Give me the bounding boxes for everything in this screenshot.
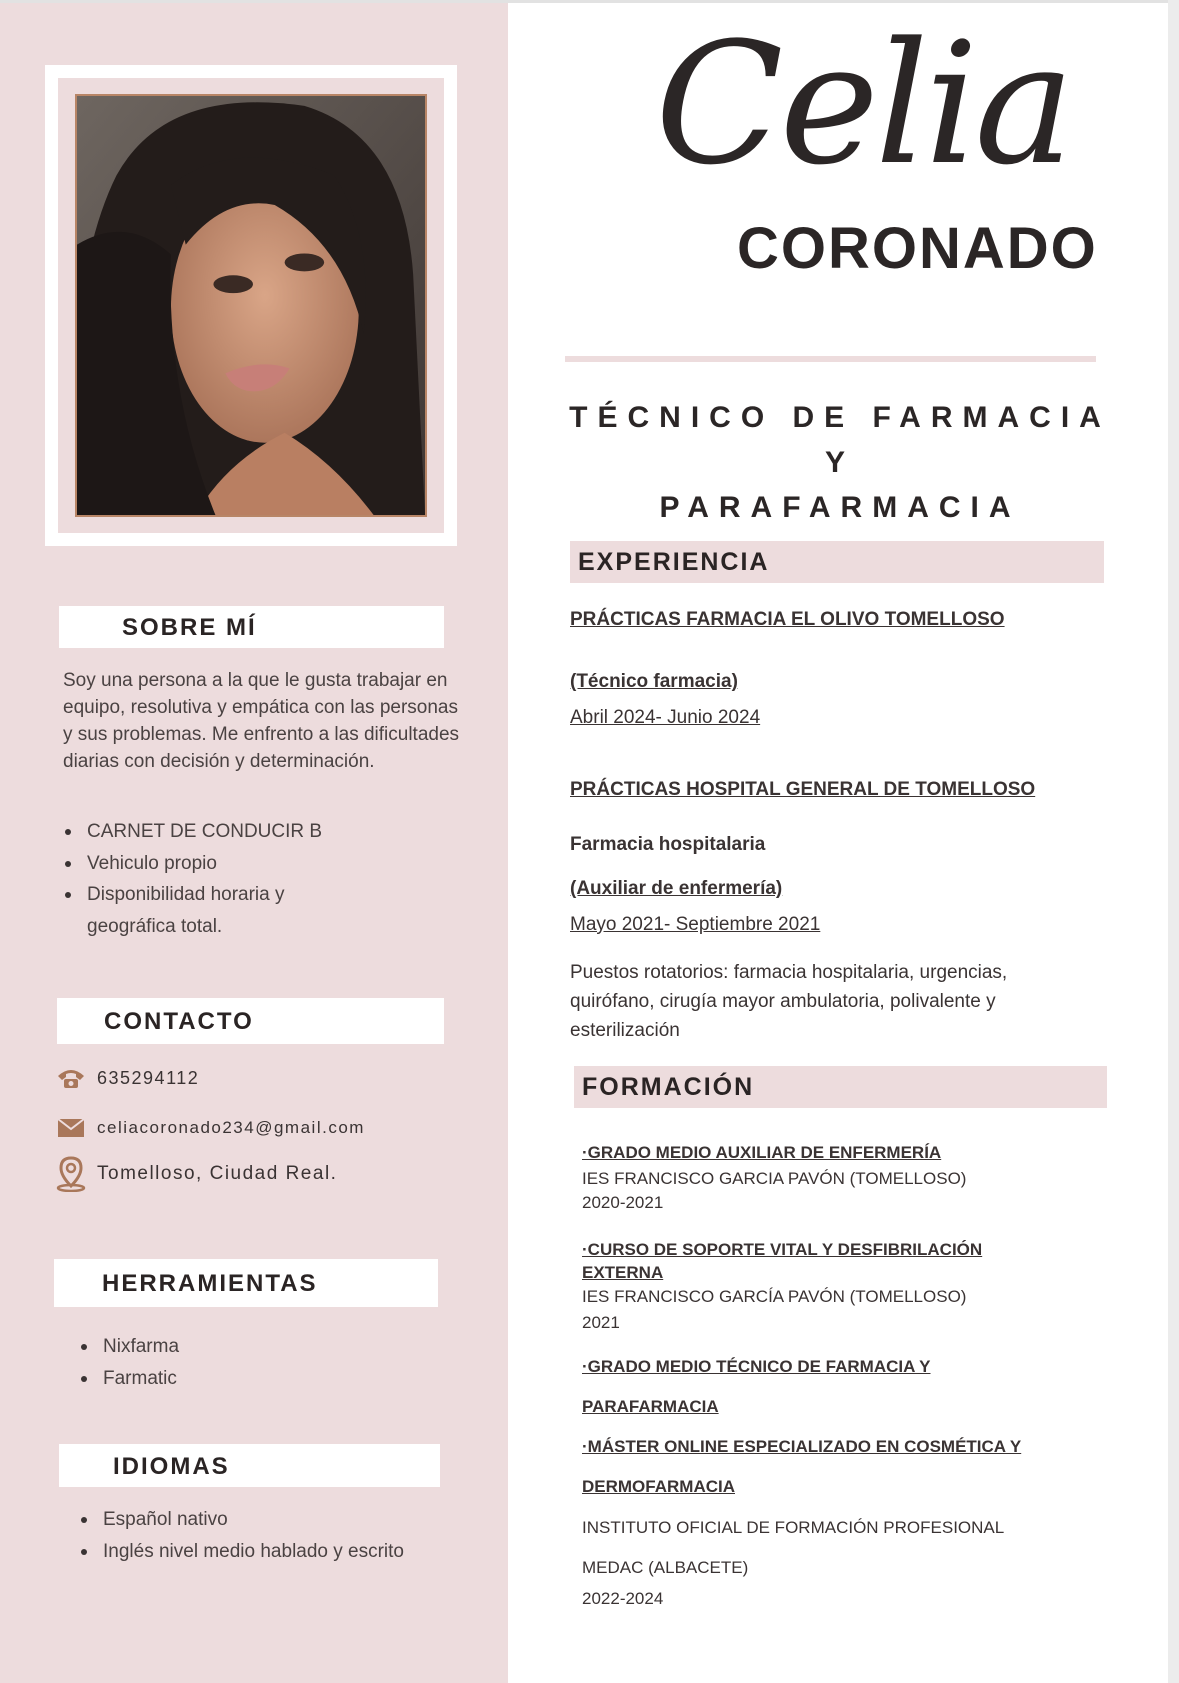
location-text: Tomelloso, Ciudad Real. [97,1163,338,1184]
job-title-line2: PARAFARMACIA [659,491,1021,524]
exp2-description-line3: esterilización [570,1020,680,1041]
list-item: CARNET DE CONDUCIR B [63,816,463,848]
location-pin-icon [55,1158,87,1190]
phone-icon [55,1062,87,1094]
edu1-title: ·GRADO MEDIO AUXILIAR DE ENFERMERÍA [582,1143,942,1162]
exp1-role: (Técnico farmacia) [570,671,738,692]
contact-phone [55,1062,199,1094]
edu4-school-line1: INSTITUTO OFICIAL DE FORMACIÓN PROFESIONAL [582,1518,1005,1537]
sidebar [0,3,508,1683]
job-title [550,395,1130,530]
edu2-school: IES FRANCISCO GARCÍA PAVÓN (TOMELLOSO) [582,1287,967,1306]
exp2-description-line1: Puestos rotatorios: farmacia hospitalaria, urgencias, [570,962,1008,983]
edu3-title-line1: ·GRADO MEDIO TÉCNICO DE FARMACIA Y [582,1357,931,1376]
list-item: Vehiculo propio [63,848,463,880]
edu4-years: 2022-2024 [582,1589,664,1608]
experience-heading: EXPERIENCIA [578,548,770,576]
about-bullets [63,816,463,942]
contact-location [55,1158,337,1190]
list-item: Disponibilidad horaria y [63,879,463,911]
list-item: geográfica total. [87,915,223,937]
phone-number[interactable]: 635294112 [97,1067,200,1088]
email-address[interactable]: celiacoronado234@gmail.com [97,1118,365,1137]
name-first: Celia [655,6,1071,202]
edu1-school: IES FRANCISCO GARCIA PAVÓN (TOMELLOSO) [582,1169,967,1188]
tools-heading-box [54,1259,438,1307]
edu4-title-line1: ·MÁSTER ONLINE ESPECIALIZADO EN COSMÉTICA Y [582,1437,1022,1456]
experience-heading-box [570,541,1104,583]
languages-heading-box [59,1444,440,1487]
edu4-title-line2: DERMOFARMACIA [582,1477,735,1496]
contact-email [55,1112,365,1144]
photo-frame [45,65,457,546]
exp2-title: PRÁCTICAS HOSPITAL GENERAL DE TOMELLOSO [570,779,1036,800]
edu2-years: 2021 [582,1313,620,1332]
contact-heading-box [57,998,444,1044]
about-text: Soy una persona a la que le gusta trabajar en equipo, resolutiva y empática con las personas y sus problemas. Me enfrento a las dificultades diarias con decisión y determinación. [63,670,460,772]
profile-photo [75,94,427,517]
languages-list [79,1504,499,1568]
tools-list [79,1331,459,1395]
exp2-role: (Auxiliar de enfermería) [570,878,783,899]
edu2-title-line1: ·CURSO DE SOPORTE VITAL Y DESFIBRILACIÓN [582,1240,983,1259]
list-item: Inglés nivel medio hablado y escrito [79,1536,499,1568]
profile-photo-illustration [77,96,425,515]
exp1-title: PRÁCTICAS FARMACIA EL OLIVO TOMELLOSO [570,609,1005,630]
contact-heading: CONTACTO [104,1008,254,1035]
photo-mat [58,78,444,533]
mail-icon [55,1112,87,1144]
exp2-subtitle: Farmacia hospitalaria [570,834,766,855]
about-heading-box [59,606,444,648]
list-item: Español nativo [79,1504,499,1536]
languages-heading: IDIOMAS [113,1453,230,1480]
exp1-dates: Abril 2024- Junio 2024 [570,707,761,728]
name-last: CORONADO [737,216,1098,281]
page-edge-right [1168,0,1179,1683]
job-title-line1: TÉCNICO DE FARMACIA Y [569,401,1111,479]
exp2-dates: Mayo 2021- Septiembre 2021 [570,914,821,935]
tools-heading: HERRAMIENTAS [102,1270,318,1297]
exp2-description-line2: quirófano, cirugía mayor ambulatoria, polivalente y [570,991,996,1012]
edu1-years: 2020-2021 [582,1193,664,1212]
list-item: Farmatic [79,1363,459,1395]
edu2-title-line2: EXTERNA [582,1263,664,1282]
list-item: Nixfarma [79,1331,459,1363]
education-heading: FORMACIÓN [582,1073,755,1101]
about-heading: SOBRE MÍ [122,614,257,641]
edu3-title-line2: PARAFARMACIA [582,1397,719,1416]
education-heading-box [574,1066,1107,1108]
title-divider [565,356,1096,362]
edu4-school-line2: MEDAC (ALBACETE) [582,1558,749,1577]
